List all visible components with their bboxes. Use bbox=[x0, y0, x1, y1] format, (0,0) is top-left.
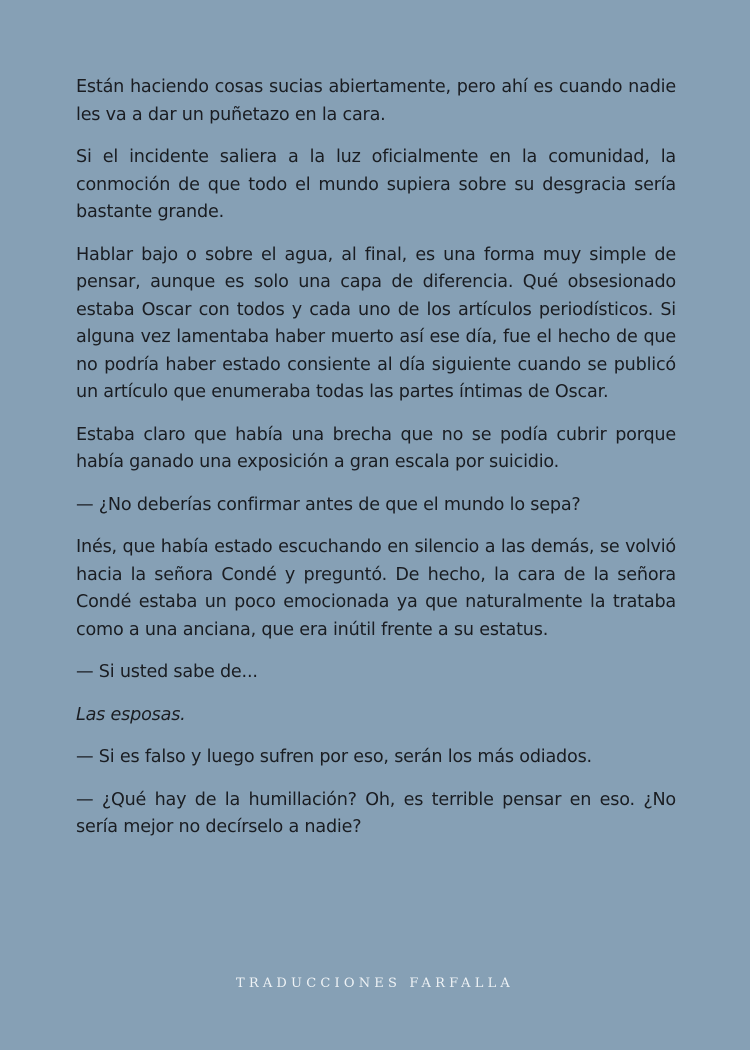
dialogue-line-4: — ¿Qué hay de la humillación? Oh, es terrible pensar en eso. ¿No sería mejor no decírselo a nadie? bbox=[76, 789, 676, 837]
paragraph-1: Están haciendo cosas sucias abiertamente, pero ahí es cuando nadie les va a dar un puñetazo en la cara. bbox=[76, 77, 676, 125]
paragraph-5: Inés, que había estado escuchando en silencio a las demás, se volvió hacia la señora Condé y preguntó. De hecho, la cara de la señora Condé estaba un poco emocionada ya que naturalmente la trataba como a una anciana, que era inútil frente a su estatus. bbox=[76, 537, 676, 640]
translator-credit: TRADUCCIONES FARFALLA bbox=[235, 976, 514, 991]
dialogue-line-2: — Si usted sabe de... bbox=[76, 662, 258, 682]
paragraph-2: Si el incidente saliera a la luz oficialmente en la comunidad, la conmoción de que todo el mundo supiera sobre su desgracia sería bastante grande. bbox=[76, 147, 676, 222]
document-body bbox=[76, 74, 676, 857]
dialogue-line-3: — Si es falso y luego sufren por eso, serán los más odiados. bbox=[76, 747, 592, 767]
dialogue-line-1: — ¿No deberías confirmar antes de que el mundo lo sepa? bbox=[76, 494, 581, 515]
paragraph-3: Hablar bajo o sobre el agua, al final, es una forma muy simple de pensar, aunque es solo una capa de diferencia. Qué obsesionado estaba Oscar con todos y cada uno de los artículos periodísticos. Si alguna vez lamentaba haber muerto así ese día, fue el hecho de que no podría haber estado consiente al día siguiente cuando se publicó un artículo que enumeraba todas las partes íntimas de Oscar. bbox=[76, 244, 676, 402]
italic-thought: Las esposas. bbox=[76, 704, 186, 725]
paragraph-4: Estaba claro que había una brecha que no se podía cubrir porque había ganado una exposición a gran escala por suicidio. bbox=[76, 424, 676, 472]
